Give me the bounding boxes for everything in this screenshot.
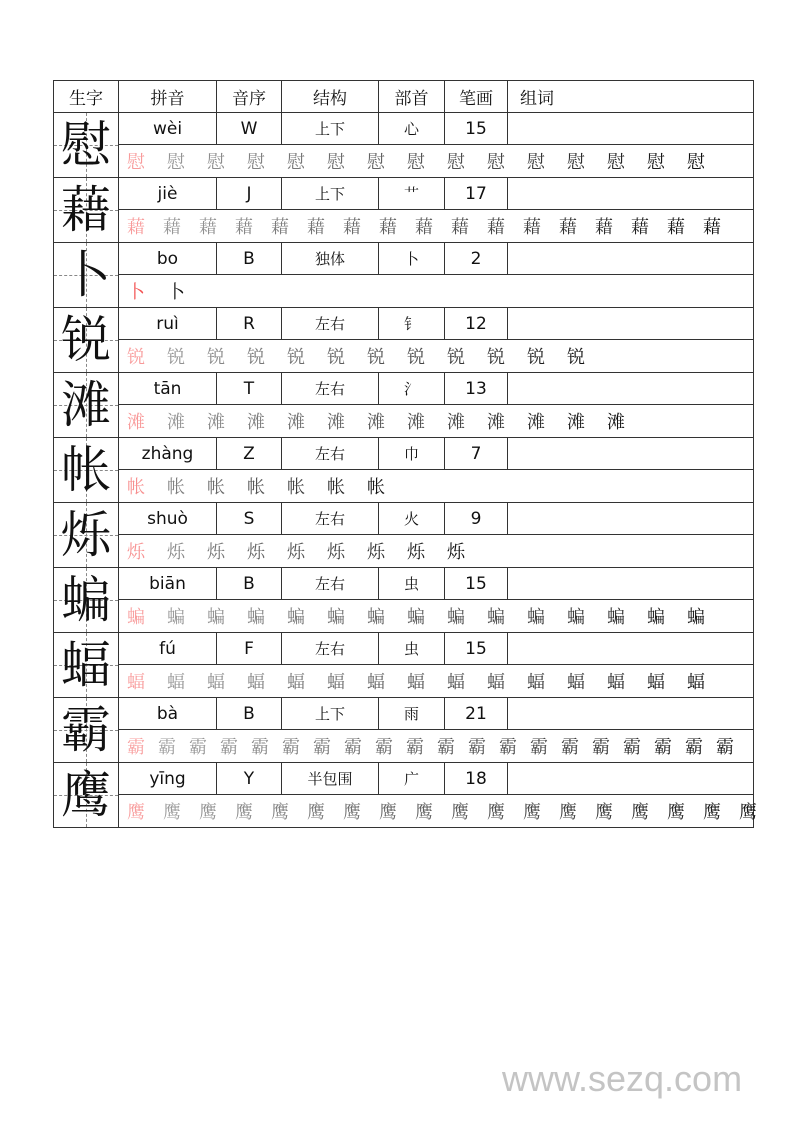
stroke-step: 蝙	[487, 607, 505, 628]
stroke-step: 慰	[287, 152, 305, 173]
stroke-step: 蝙	[407, 607, 425, 628]
header-strokes: 笔画	[445, 81, 508, 113]
stroke-step: 慰	[567, 152, 585, 173]
initial: J	[217, 178, 282, 210]
stroke-step: 鹰	[667, 802, 685, 823]
stroke-step: 鹰	[703, 802, 721, 823]
stroke-step: 蝙	[607, 607, 625, 628]
stroke-step: 蝙	[647, 607, 665, 628]
stroke-order-cell	[119, 405, 754, 438]
character-cell	[54, 698, 119, 763]
stroke-step: 锐	[407, 347, 425, 368]
radical: 虫	[379, 633, 445, 665]
char-info-row	[54, 503, 754, 535]
char-info-row	[54, 763, 754, 795]
stroke-step: 鹰	[631, 802, 649, 823]
stroke-step: 滩	[407, 412, 425, 433]
character: 锐	[61, 311, 111, 369]
stroke-step: 烁	[247, 542, 265, 563]
radical: 心	[379, 113, 445, 145]
character: 藉	[61, 181, 111, 239]
stroke-step: 慰	[327, 152, 345, 173]
stroke-step: 蝠	[327, 672, 345, 693]
stroke-step: 慰	[407, 152, 425, 173]
stroke-step: 烁	[167, 542, 185, 563]
stroke-step: 烁	[287, 542, 305, 563]
stroke-step: 滩	[287, 412, 305, 433]
header-words: 组词	[508, 81, 754, 113]
stroke-step: 锐	[487, 347, 505, 368]
stroke-step: 霸	[716, 737, 734, 758]
structure: 上下	[282, 178, 379, 210]
header-pinyin: 拼音	[119, 81, 217, 113]
char-info-row	[54, 698, 754, 730]
stroke-order-cell	[119, 210, 754, 243]
words-cell[interactable]	[508, 373, 754, 405]
pinyin: bo	[119, 243, 217, 275]
stroke-step: 藉	[559, 217, 577, 238]
stroke-count: 2	[445, 243, 508, 275]
initial: W	[217, 113, 282, 145]
radical: 虫	[379, 568, 445, 600]
char-info-row	[54, 633, 754, 665]
stroke-step: 鹰	[415, 802, 433, 823]
stroke-order-row	[54, 470, 754, 503]
character-cell	[54, 178, 119, 243]
stroke-step: 霸	[592, 737, 610, 758]
stroke-order-cell	[119, 795, 757, 828]
char-info-row	[54, 373, 754, 405]
stroke-step: 蝠	[247, 672, 265, 693]
stroke-step: 蝠	[367, 672, 385, 693]
structure: 独体	[282, 243, 379, 275]
pinyin: jiè	[119, 178, 217, 210]
radical: 雨	[379, 698, 445, 730]
words-cell[interactable]	[508, 763, 754, 795]
pinyin: biān	[119, 568, 217, 600]
stroke-step: 霸	[313, 737, 331, 758]
char-info-row	[54, 113, 754, 145]
stroke-count: 15	[445, 113, 508, 145]
stroke-step: 蝙	[247, 607, 265, 628]
stroke-step: 鹰	[559, 802, 577, 823]
stroke-step: 慰	[607, 152, 625, 173]
stroke-step: 鹰	[487, 802, 505, 823]
stroke-step: 锐	[447, 347, 465, 368]
character: 鹰	[61, 766, 111, 824]
stroke-step: 锐	[367, 347, 385, 368]
words-cell[interactable]	[508, 113, 754, 145]
radical: 巾	[379, 438, 445, 470]
stroke-step: 蝠	[487, 672, 505, 693]
stroke-step: 藉	[199, 217, 217, 238]
stroke-step: 滩	[607, 412, 625, 433]
stroke-step: 蝠	[407, 672, 425, 693]
character: 慰	[61, 116, 111, 174]
stroke-step: 蝠	[167, 672, 185, 693]
stroke-step: 藉	[127, 217, 145, 238]
stroke-step: 藉	[415, 217, 433, 238]
initial: S	[217, 503, 282, 535]
stroke-step: 慰	[687, 152, 705, 173]
stroke-step: 帐	[247, 477, 265, 498]
stroke-step: 藉	[163, 217, 181, 238]
stroke-step: 藉	[631, 217, 649, 238]
words-cell[interactable]	[508, 243, 754, 275]
stroke-step: 蝙	[527, 607, 545, 628]
stroke-step: 慰	[127, 152, 145, 173]
stroke-step: 烁	[207, 542, 225, 563]
stroke-step: 慰	[527, 152, 545, 173]
stroke-step: 蝙	[207, 607, 225, 628]
stroke-step: 霸	[654, 737, 672, 758]
stroke-step: 滩	[167, 412, 185, 433]
stroke-step: 藉	[271, 217, 289, 238]
header-radical: 部首	[379, 81, 445, 113]
stroke-step: 藉	[703, 217, 721, 238]
stroke-order-row	[54, 145, 754, 178]
initial: T	[217, 373, 282, 405]
stroke-step: 藉	[307, 217, 325, 238]
words-cell[interactable]	[508, 503, 754, 535]
stroke-step: 鹰	[199, 802, 217, 823]
stroke-step: 蝙	[447, 607, 465, 628]
stroke-step: 滩	[127, 412, 145, 433]
stroke-count: 15	[445, 568, 508, 600]
stroke-step: 霸	[437, 737, 455, 758]
stroke-step: 藉	[235, 217, 253, 238]
stroke-step: 霸	[251, 737, 269, 758]
character-cell	[54, 373, 119, 438]
character-cell	[54, 503, 119, 568]
initial: B	[217, 698, 282, 730]
stroke-step: 蝙	[567, 607, 585, 628]
stroke-order-cell	[119, 340, 754, 373]
stroke-step: 滩	[247, 412, 265, 433]
words-cell[interactable]	[508, 568, 754, 600]
words-cell[interactable]	[508, 438, 754, 470]
words-cell[interactable]	[508, 178, 754, 210]
structure: 左右	[282, 373, 379, 405]
char-info-row	[54, 243, 754, 275]
stroke-step: 霸	[127, 737, 145, 758]
char-info-row	[54, 568, 754, 600]
stroke-step: 滩	[327, 412, 345, 433]
character-cell	[54, 438, 119, 503]
stroke-count: 15	[445, 633, 508, 665]
stroke-order-row	[54, 795, 754, 828]
stroke-step: 慰	[367, 152, 385, 173]
stroke-step: 蝠	[127, 672, 145, 693]
character: 霸	[61, 701, 111, 759]
stroke-count: 12	[445, 308, 508, 340]
stroke-order-row	[54, 535, 754, 568]
radical: 氵	[379, 373, 445, 405]
stroke-step: 霸	[344, 737, 362, 758]
character-cell	[54, 113, 119, 178]
stroke-order-cell	[119, 730, 754, 763]
stroke-step: 慰	[647, 152, 665, 173]
pinyin: wèi	[119, 113, 217, 145]
character: 帐	[61, 441, 111, 499]
stroke-step: 蝠	[287, 672, 305, 693]
stroke-step: 鹰	[127, 802, 145, 823]
stroke-step: 鹰	[307, 802, 325, 823]
pinyin: shuò	[119, 503, 217, 535]
stroke-step: 滩	[527, 412, 545, 433]
stroke-order-cell	[119, 535, 754, 568]
radical: 艹	[379, 178, 445, 210]
stroke-step: 蝙	[167, 607, 185, 628]
stroke-step: 霸	[158, 737, 176, 758]
character: 卜	[61, 246, 111, 304]
stroke-step: 蝠	[647, 672, 665, 693]
watermark: www.sezq.com	[502, 1058, 743, 1099]
stroke-step: 蝠	[527, 672, 545, 693]
stroke-step: 锐	[207, 347, 225, 368]
stroke-step: 锐	[287, 347, 305, 368]
initial: Y	[217, 763, 282, 795]
stroke-step: 藉	[667, 217, 685, 238]
stroke-step: 藉	[595, 217, 613, 238]
stroke-step: 锐	[167, 347, 185, 368]
stroke-step: 蝙	[687, 607, 705, 628]
stroke-step: 慰	[247, 152, 265, 173]
initial: F	[217, 633, 282, 665]
character: 滩	[61, 376, 111, 434]
stroke-step: 霸	[623, 737, 641, 758]
stroke-step: 锐	[127, 347, 145, 368]
stroke-step: 鹰	[379, 802, 397, 823]
character: 蝠	[61, 636, 111, 694]
structure: 左右	[282, 568, 379, 600]
stroke-step: 滩	[487, 412, 505, 433]
stroke-step: 蝙	[287, 607, 305, 628]
stroke-step: 烁	[407, 542, 425, 563]
header-initial: 音序	[217, 81, 282, 113]
stroke-step: 慰	[207, 152, 225, 173]
pinyin: yīng	[119, 763, 217, 795]
stroke-step: 慰	[447, 152, 465, 173]
stroke-step: 滩	[367, 412, 385, 433]
pinyin: tān	[119, 373, 217, 405]
words-cell[interactable]	[508, 633, 754, 665]
stroke-order-row	[54, 340, 754, 373]
stroke-step: 霸	[220, 737, 238, 758]
stroke-step: 藉	[379, 217, 397, 238]
character-cell	[54, 308, 119, 373]
stroke-step: 蝙	[327, 607, 345, 628]
structure: 上下	[282, 113, 379, 145]
structure: 左右	[282, 633, 379, 665]
stroke-step: 烁	[447, 542, 465, 563]
char-info-row	[54, 308, 754, 340]
structure: 左右	[282, 503, 379, 535]
stroke-step: 帐	[207, 477, 225, 498]
initial: B	[217, 568, 282, 600]
radical: 钅	[379, 308, 445, 340]
stroke-step: 霸	[406, 737, 424, 758]
stroke-step: 霸	[468, 737, 486, 758]
stroke-step: 帐	[127, 477, 145, 498]
stroke-step: 霸	[561, 737, 579, 758]
words-cell[interactable]	[508, 308, 754, 340]
header-structure: 结构	[282, 81, 379, 113]
stroke-count: 18	[445, 763, 508, 795]
structure: 半包围	[282, 763, 379, 795]
stroke-step: 蝠	[207, 672, 225, 693]
stroke-step: 锐	[527, 347, 545, 368]
stroke-step: 卜	[167, 282, 185, 303]
stroke-order-cell	[119, 275, 754, 308]
stroke-step: 烁	[127, 542, 145, 563]
stroke-order-cell	[119, 665, 754, 698]
pinyin: ruì	[119, 308, 217, 340]
stroke-step: 鹰	[235, 802, 253, 823]
stroke-step: 藉	[343, 217, 361, 238]
structure: 左右	[282, 308, 379, 340]
stroke-order-row	[54, 665, 754, 698]
stroke-count: 9	[445, 503, 508, 535]
stroke-step: 鹰	[163, 802, 181, 823]
radical: 卜	[379, 243, 445, 275]
initial: R	[217, 308, 282, 340]
stroke-step: 慰	[487, 152, 505, 173]
pinyin: bà	[119, 698, 217, 730]
stroke-step: 烁	[327, 542, 345, 563]
stroke-step: 锐	[327, 347, 345, 368]
stroke-step: 霸	[499, 737, 517, 758]
stroke-step: 帐	[287, 477, 305, 498]
stroke-step: 滩	[207, 412, 225, 433]
stroke-order-row	[54, 600, 754, 633]
stroke-step: 霸	[530, 737, 548, 758]
stroke-step: 锐	[567, 347, 585, 368]
stroke-order-cell	[119, 145, 754, 178]
header-row	[54, 81, 754, 113]
stroke-step: 帐	[367, 477, 385, 498]
char-info-row	[54, 438, 754, 470]
stroke-count: 13	[445, 373, 508, 405]
character-cell	[54, 763, 119, 828]
pinyin: fú	[119, 633, 217, 665]
stroke-step: 鹰	[451, 802, 469, 823]
stroke-order-row	[54, 210, 754, 243]
stroke-step: 蝠	[447, 672, 465, 693]
stroke-step: 锐	[247, 347, 265, 368]
character-cell	[54, 568, 119, 633]
stroke-count: 7	[445, 438, 508, 470]
stroke-step: 烁	[367, 542, 385, 563]
initial: Z	[217, 438, 282, 470]
radical: 火	[379, 503, 445, 535]
stroke-order-cell	[119, 470, 754, 503]
stroke-step: 蝠	[607, 672, 625, 693]
character: 烁	[61, 506, 111, 564]
stroke-step: 霸	[685, 737, 703, 758]
stroke-order-row	[54, 275, 754, 308]
stroke-step: 霸	[189, 737, 207, 758]
stroke-step: 藉	[451, 217, 469, 238]
initial: B	[217, 243, 282, 275]
stroke-order-row	[54, 730, 754, 763]
structure: 左右	[282, 438, 379, 470]
stroke-count: 17	[445, 178, 508, 210]
stroke-step: 鹰	[523, 802, 541, 823]
char-info-row	[54, 178, 754, 210]
stroke-order-row	[54, 405, 754, 438]
stroke-step: 滩	[447, 412, 465, 433]
stroke-step: 蝙	[127, 607, 145, 628]
stroke-step: 帐	[167, 477, 185, 498]
character-table	[53, 80, 757, 828]
stroke-step: 卜	[127, 282, 145, 303]
stroke-step: 鹰	[739, 802, 757, 823]
stroke-step: 霸	[282, 737, 300, 758]
character-cell	[54, 633, 119, 698]
stroke-step: 霸	[375, 737, 393, 758]
stroke-step: 鹰	[343, 802, 361, 823]
stroke-step: 藉	[523, 217, 541, 238]
stroke-step: 慰	[167, 152, 185, 173]
stroke-step: 蝠	[567, 672, 585, 693]
words-cell[interactable]	[508, 698, 754, 730]
stroke-step: 藉	[487, 217, 505, 238]
stroke-step: 鹰	[271, 802, 289, 823]
pinyin: zhàng	[119, 438, 217, 470]
character: 蝙	[61, 571, 111, 629]
stroke-order-cell	[119, 600, 754, 633]
stroke-step: 蝠	[687, 672, 705, 693]
structure: 上下	[282, 698, 379, 730]
stroke-step: 蝙	[367, 607, 385, 628]
stroke-step: 滩	[567, 412, 585, 433]
radical: 广	[379, 763, 445, 795]
character-cell	[54, 243, 119, 308]
stroke-count: 21	[445, 698, 508, 730]
stroke-step: 鹰	[595, 802, 613, 823]
stroke-step: 帐	[327, 477, 345, 498]
header-char: 生字	[54, 81, 119, 113]
